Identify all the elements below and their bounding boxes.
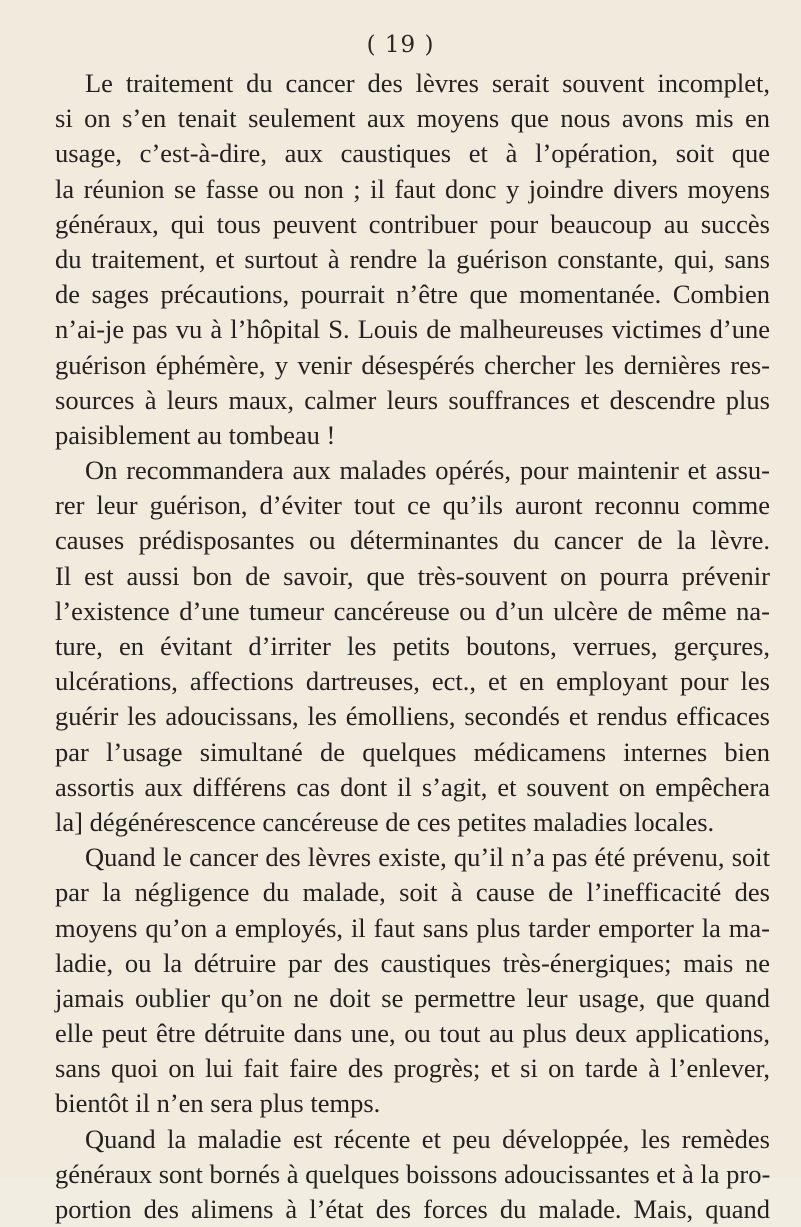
text-line: portion des alimens à l’état des forces du malade. Mais, quand [55,1194,770,1224]
text-line: généraux sont bornés à quelques boissons adoucissantes et à la pro- [55,1158,771,1189]
text-line: n’ai-je pas vu à l’hôpital S. Louis de malheureuses victimes d’une [55,314,770,345]
text-line: assortis aux différens cas dont il s’agit, et souvent on empêchera [55,771,770,802]
text-line: Quand le cancer des lèvres existe, qu’il n’a pas été prévenu, soit [85,842,770,873]
text-line: par la négligence du malade, soit à cause de l’inefficacité des [55,877,770,908]
text-line: ulcérations, affections dartreuses, ect., et en employant pour les [55,666,770,697]
text-line: sources à leurs maux, calmer leurs souffrances et descendre plus [55,384,770,415]
text-line: Quand la maladie est récente et peu développée, les remèdes [85,1123,770,1154]
text-line: jamais oublier qu’on ne doit se permettre leur usage, que quand [55,982,770,1013]
text-line: elle peut être détruite dans une, ou tout au plus deux applications, [55,1018,770,1049]
text-line: bientôt il n’en sera plus temps. [55,1088,381,1119]
text-line: usage, c’est-à-dire, aux caustiques et à l’opération, soit que [55,138,770,169]
text-line: On recommandera aux malades opérés, pour maintenir et assu- [85,455,770,486]
body-text [55,66,770,1227]
text-line: ture, en évitant d’irriter les petits boutons, verrues, gerçures, [55,631,770,661]
text-line: causes prédisposantes ou déterminantes du cancer de la lèvre. [55,525,770,556]
text-line: ladie, ou la détruire par des caustiques très-énergiques; mais ne [55,947,770,978]
text-line: guérir les adoucissans, les émolliens, secondés et rendus efficaces [55,701,770,732]
text-line: guérison éphémère, y venir désespérés chercher les dernières res- [55,349,770,380]
text-line: paisiblement au tombeau ! [55,419,336,450]
text-line: la réunion se fasse ou non ; il faut donc y joindre divers moyens [55,173,770,204]
page-number: ( 19 ) [366,32,435,58]
text-line: du traitement, et surtout à rendre la guérison constante, qui, sans [55,243,770,274]
text-line: par l’usage simultané de quelques médicamens internes bien [55,736,770,767]
text-line: Le traitement du cancer des lèvres serait souvent incomplet, [85,68,770,98]
text-line: de sages précautions, pourrait n’être que momentanée. Combien [55,279,770,310]
text-line: moyens qu’on a employés, il faut sans plus tarder emporter la ma- [55,912,770,943]
text-line: généraux, qui tous peuvent contribuer pour beaucoup au succès [55,208,770,239]
text-line: l’existence d’une tumeur cancéreuse ou d’un ulcère de même na- [55,595,770,626]
text-line: Il est aussi bon de savoir, que très-souvent on pourra prévenir [55,560,770,591]
text-line: sans quoi on lui fait faire des progrès; et si on tarde à l’enlever, [55,1053,770,1084]
text-line: si on s’en tenait seulement aux moyens que nous avons mis en [55,103,770,134]
text-line: la] dégénérescence cancéreuse de ces petites maladies locales. [55,806,715,837]
text-line: rer leur guérison, d’éviter tout ce qu’ils auront reconnu comme [55,490,770,521]
